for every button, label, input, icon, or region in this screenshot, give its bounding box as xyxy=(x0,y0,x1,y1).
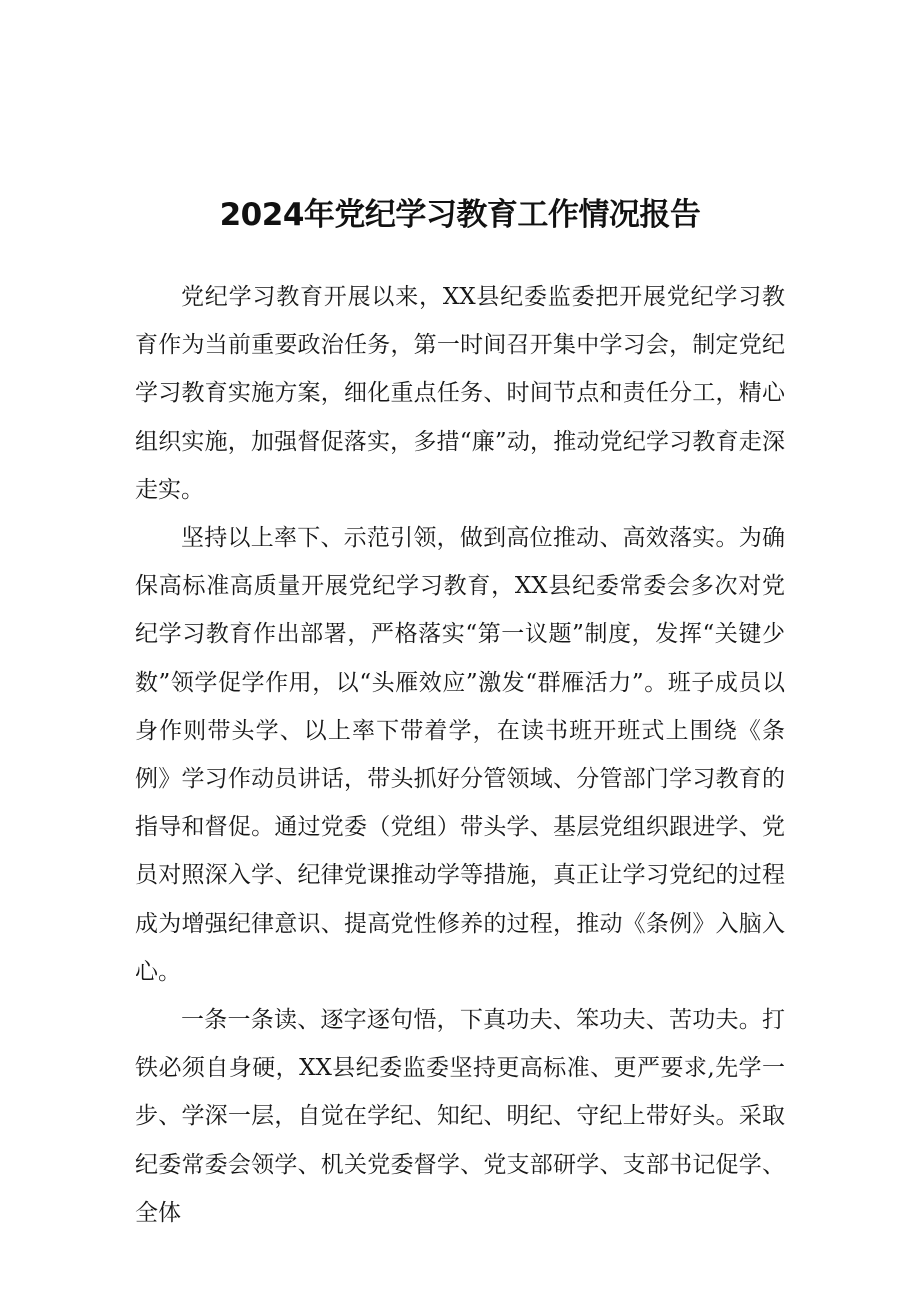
document-title: 2024年党纪学习教育工作情况报告 xyxy=(219,196,701,233)
paragraph: 党纪学习教育开展以来，XX县纪委监委把开展党纪学习教育作为当前重要政治任务，第一时间召开集中学习会，制定党纪学习教育实施方案，细化重点任务、时间节点和责任分工，精心组织实施，加强督促落实，多措“廉”动，推动党纪学习教育走深走实。 xyxy=(135,284,785,503)
paragraph: 一条一条读、逐字逐句悟，下真功夫、笨功夫、苦功夫。打铁必须自身硬，XX县纪委监委坚持更高标准、更严要求,先学一步、学深一层，自觉在学纪、知纪、明纪、守纪上带好头。采取纪委常委会领学、机关党委督学、党支部研学、支部书记促学、全体 xyxy=(135,1007,785,1226)
paragraph: 坚持以上率下、示范引领，做到高位推动、高效落实。为确保高标准高质量开展党纪学习教育，XX县纪委常委会多次对党纪学习教育作出部署，严格落实“第一议题”制度，发挥“关键少数”领学促学作用，以“头雁效应”激发“群雁活力”。班子成员以身作则带头学、以上率下带着学，在读书班开班式上围绕《条例》学习作动员讲话，带头抓好分管领域、分管部门学习教育的指导和督促。通过党委（党组）带头学、基层党组织跟进学、党员对照深入学、纪律党课推动学等措施，真正让学习党纪的过程成为增强纪律意识、提高党性修养的过程，推动《条例》入脑入心。 xyxy=(135,525,785,985)
document-body xyxy=(135,273,785,1237)
